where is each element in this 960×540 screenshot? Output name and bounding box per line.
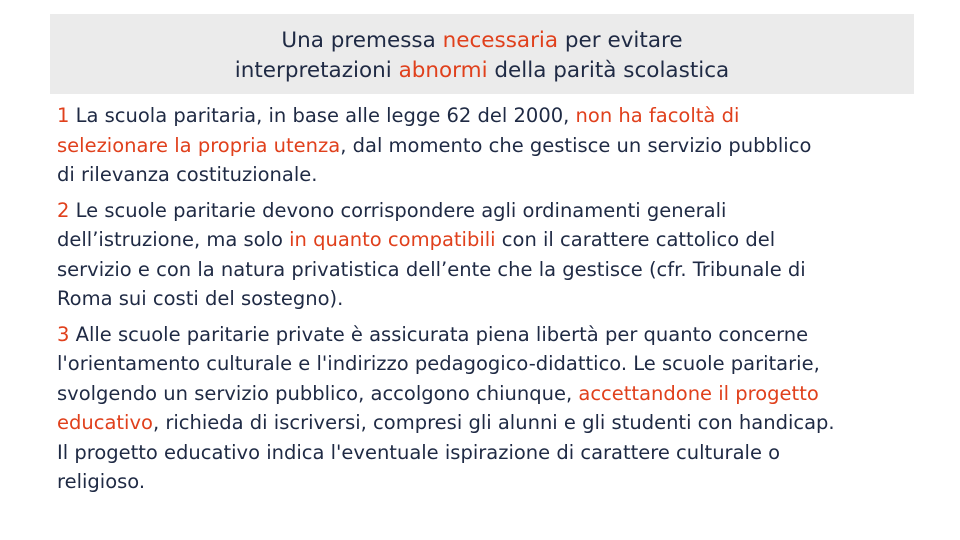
highlight-text: non ha facoltà di <box>575 104 740 127</box>
paragraph-line: l'orientamento culturale e l'indirizzo pedagogico-didattico. Le scuole paritarie, <box>57 352 820 375</box>
paragraph-line: Il progetto educativo indica l'eventuale ispirazione di carattere culturale o <box>57 440 781 464</box>
title-text: della parità scolastica <box>487 58 730 83</box>
paragraph-text: dell’istruzione, ma solo <box>57 228 290 251</box>
highlight-text: selezionare la propria utenza <box>57 133 341 157</box>
highlight-text: accettandone il progetto <box>578 381 819 405</box>
title-text: interpretazioni <box>234 58 399 83</box>
paragraph-line <box>57 131 917 161</box>
paragraph-line <box>57 101 917 131</box>
title-line-2 <box>50 56 914 86</box>
paragraph-text: svolgendo un servizio pubblico, accolgono chiunque, <box>57 381 579 405</box>
paragraph-number: 2 <box>57 198 70 222</box>
paragraph-line: religioso. <box>57 470 146 493</box>
paragraph-text: Le scuole paritarie devono corrispondere agli ordinamenti generali <box>69 198 727 222</box>
paragraph-line: servizio e con la natura privatistica dell’ente che la gestisce (cfr. Tribunale di <box>57 257 806 281</box>
highlight-text: in quanto compatibili <box>289 228 496 251</box>
paragraph-line <box>57 196 917 226</box>
title-box <box>50 14 914 94</box>
paragraph-text: Alle scuole paritarie private è assicurata piena libertà per quanto concerne <box>69 322 809 346</box>
paragraph-line <box>57 225 917 255</box>
title-text: per evitare <box>558 28 683 53</box>
paragraph-line: Roma sui costi del sostegno). <box>57 287 344 310</box>
title-highlight: abnormi <box>398 58 488 83</box>
title-text: Una premessa <box>281 28 443 53</box>
paragraph-number: 1 <box>57 104 70 127</box>
highlight-text: educativo <box>57 411 153 434</box>
paragraph-line <box>57 379 917 409</box>
title-line-1 <box>50 26 914 56</box>
paragraph-text: , dal momento che gestisce un servizio pubblico <box>340 133 812 157</box>
paragraph-line <box>57 320 917 350</box>
paragraph-line: di rilevanza costituzionale. <box>57 163 318 186</box>
paragraph-2 <box>57 196 917 314</box>
paragraph-text: con il carattere cattolico del <box>495 228 776 251</box>
body-text <box>57 101 917 503</box>
paragraph-number: 3 <box>57 322 70 346</box>
paragraph-text: , richieda di iscriversi, compresi gli alunni e gli studenti con handicap. <box>152 411 835 434</box>
paragraph-text: La scuola paritaria, in base alle legge 62 del 2000, <box>69 104 576 127</box>
paragraph-line <box>57 408 917 438</box>
paragraph-1 <box>57 101 917 190</box>
paragraph-3 <box>57 320 917 497</box>
title-highlight: necessaria <box>442 28 559 53</box>
